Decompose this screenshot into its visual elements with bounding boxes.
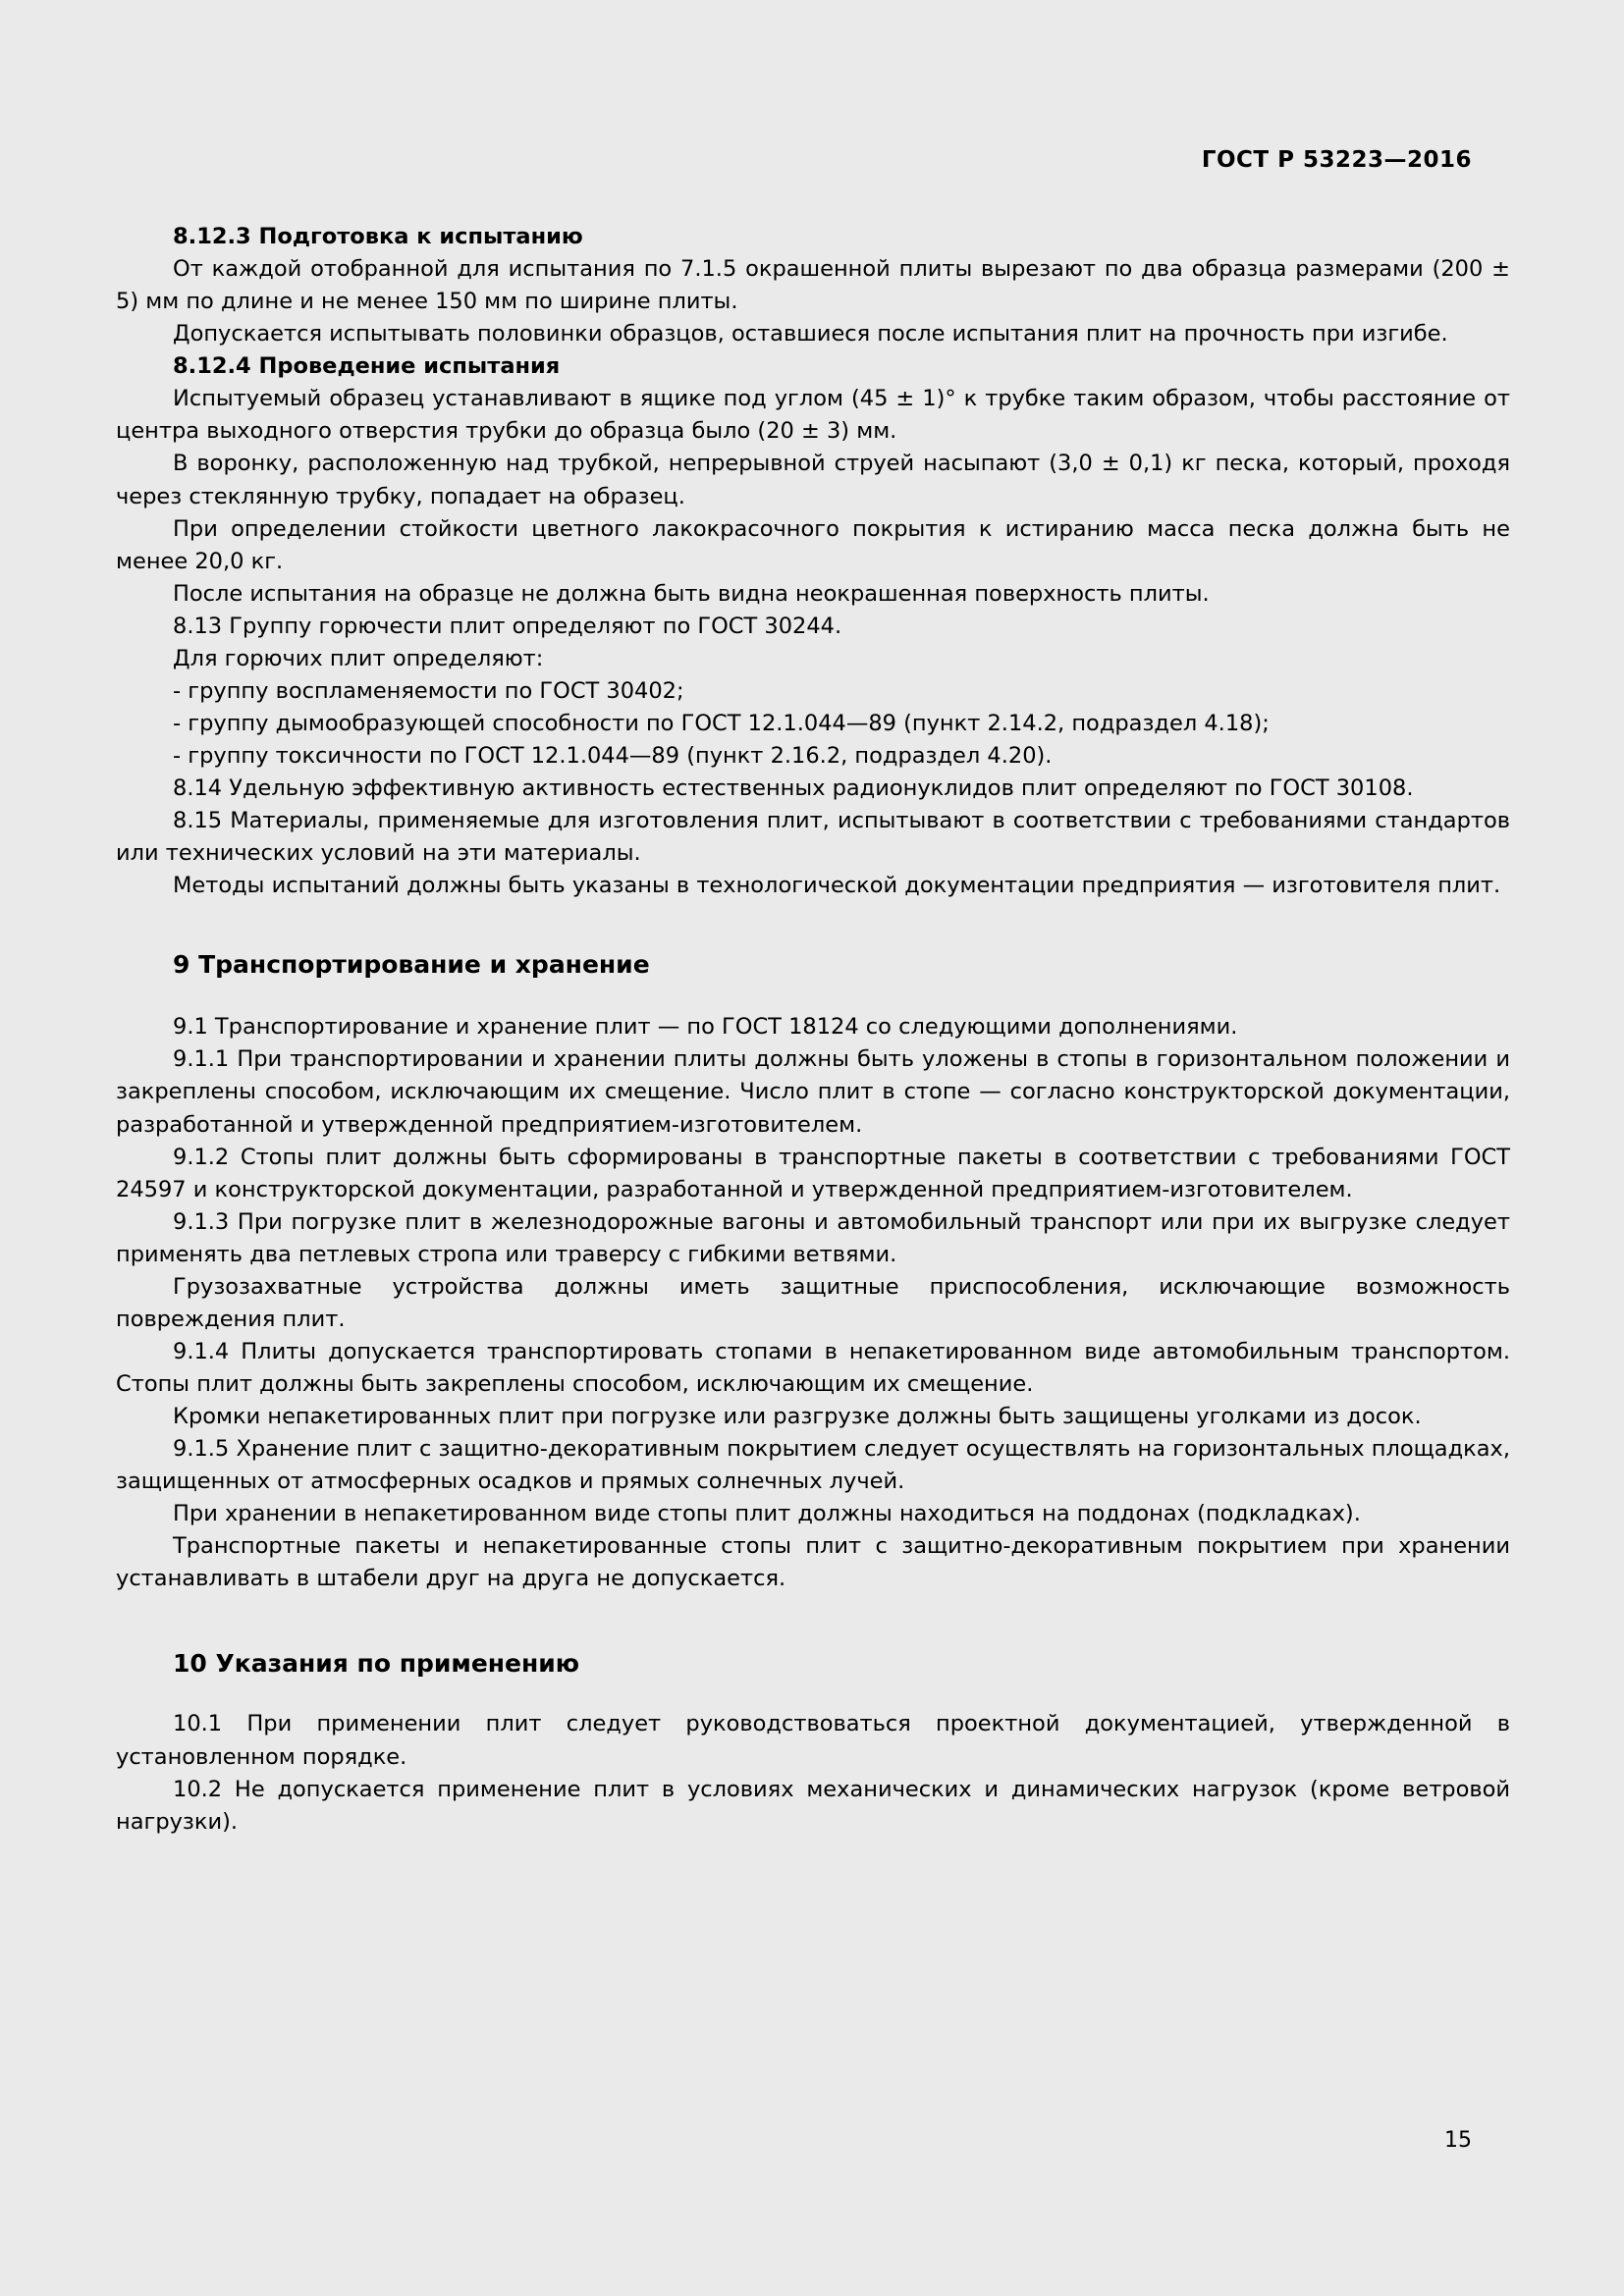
page-content bbox=[116, 221, 1510, 1839]
paragraph-8-12-4-4: После испытания на образце не должна быть видна неокрашенная поверхность плиты. bbox=[173, 580, 1210, 607]
paragraph-10-1: 10.1 При применении плит следует руководствоваться проектной документацией, утвержденной в установленном порядке. bbox=[116, 1711, 1510, 1770]
paragraph-8-12-4-3: При определении стойкости цветного лакокрасочного покрытия к истиранию масса песка должна быть не менее 20,0 кг. bbox=[116, 515, 1510, 574]
paragraph-8-13: 8.13 Группу горючести плит определяют по ГОСТ 30244. bbox=[173, 613, 842, 639]
paragraph-9-1-1: 9.1.1 При транспортировании и хранении плиты должны быть уложены в стопы в горизонтальном положении и закреплены способом, исключающим их смещение. Число плит в стопе — согласно конструкторской документации, разработанной и утвержденной предприятием-изготовителем. bbox=[116, 1046, 1510, 1138]
paragraph-9-1-3: 9.1.3 При погрузке плит в железнодорожные вагоны и автомобильный транспорт или при их выгрузке следует применять два петлевых стропа или траверсу с гибкими ветвями. bbox=[116, 1208, 1510, 1267]
paragraph-8-15: 8.15 Материалы, применяемые для изготовления плит, испытывают в соответствии с требованиями стандартов или технических условий на эти материалы. bbox=[116, 808, 1510, 867]
paragraph-9-1: 9.1 Транспортирование и хранение плит — по ГОСТ 18124 со следующими дополнениями. bbox=[173, 1014, 1238, 1041]
section-10-wrapper bbox=[116, 1646, 1510, 1681]
list-item-flammability: - группу воспламеняемости по ГОСТ 30402; bbox=[173, 677, 684, 704]
paragraph-9-1-2: 9.1.2 Стопы плит должны быть сформированы в транспортные пакеты в соответствии с требованиями ГОСТ 24597 и конструкторской документации, разработанной и утвержденной предприятием-изготовителем. bbox=[116, 1144, 1510, 1202]
paragraph-8-13-intro: Для горючих плит определяют: bbox=[173, 645, 544, 671]
paragraph-9-1-5: 9.1.5 Хранение плит с защитно-декоративным покрытием следует осуществлять на горизонтальных площадках, защищенных от атмосферных осадков и прямых солнечных лучей. bbox=[116, 1436, 1510, 1495]
section-9-wrapper bbox=[116, 947, 1510, 982]
paragraph-8-12-3-2: Допускается испытывать половинки образцов, оставшиеся после испытания плит на прочность при изгибе. bbox=[173, 321, 1448, 347]
list-item-smoke: - группу дымообразующей способности по ГОСТ 12.1.044—89 (пункт 2.14.2, подраздел 4.18); bbox=[173, 710, 1270, 736]
paragraph-9-1-5-packets: Транспортные пакеты и непакетированные стопы плит с защитно-декоративным покрытием при хранении устанавливать в штабели друг на друга не допускается. bbox=[116, 1533, 1510, 1592]
page-number: 15 bbox=[1444, 2128, 1472, 2153]
paragraph-10-2: 10.2 Не допускается применение плит в условиях механических и динамических нагрузок (кроме ветровой нагрузки). bbox=[116, 1776, 1510, 1835]
paragraph-9-1-5-storage: При хранении в непакетированном виде стопы плит должны находиться на поддонах (подкладках). bbox=[173, 1501, 1361, 1527]
paragraph-9-1-4: 9.1.4 Плиты допускается транспортировать стопами в непакетированном виде автомобильным транспортом. Стопы плит должны быть закреплены способом, исключающим их смещение. bbox=[116, 1338, 1510, 1397]
paragraph-9-1-4-edges: Кромки непакетированных плит при погрузке или разгрузке должны быть защищены уголками из досок. bbox=[173, 1404, 1422, 1430]
section-heading-10: 10 Указания по применению bbox=[173, 1649, 580, 1679]
section-heading-9: 9 Транспортирование и хранение bbox=[173, 950, 650, 980]
paragraph-9-1-3-devices: Грузозахватные устройства должны иметь защитные приспособления, исключающие возможность повреждения плит. bbox=[116, 1273, 1510, 1332]
heading-8-12-3: 8.12.3 Подготовка к испытанию bbox=[173, 224, 583, 249]
paragraph-8-14: 8.14 Удельную эффективную активность естественных радионуклидов плит определяют по ГОСТ 30108. bbox=[173, 775, 1414, 802]
page-header-standard-number: ГОСТ Р 53223—2016 bbox=[1201, 147, 1472, 173]
paragraph-8-12-3-1: От каждой отобранной для испытания по 7.1.5 окрашенной плиты вырезают по два образца размерами (200 ± 5) мм по длине и не менее 150 мм по ширине плиты. bbox=[116, 256, 1510, 315]
paragraph-8-12-4-2: В воронку, расположенную над трубкой, непрерывной струей насыпают (3,0 ± 0,1) кг песка, который, проходя через стеклянную трубку, попадает на образец. bbox=[116, 451, 1510, 509]
paragraph-8-15-methods: Методы испытаний должны быть указаны в технологической документации предприятия — изготовителя плит. bbox=[173, 873, 1501, 899]
heading-8-12-4: 8.12.4 Проведение испытания bbox=[173, 353, 561, 380]
paragraph-8-12-4-1: Испытуемый образец устанавливают в ящике под углом (45 ± 1)° к трубке таким образом, чтобы расстояние от центра выходного отверстия трубки до образца было (20 ± 3) мм. bbox=[116, 386, 1510, 445]
list-item-toxicity: - группу токсичности по ГОСТ 12.1.044—89 (пункт 2.16.2, подраздел 4.20). bbox=[173, 743, 1053, 769]
